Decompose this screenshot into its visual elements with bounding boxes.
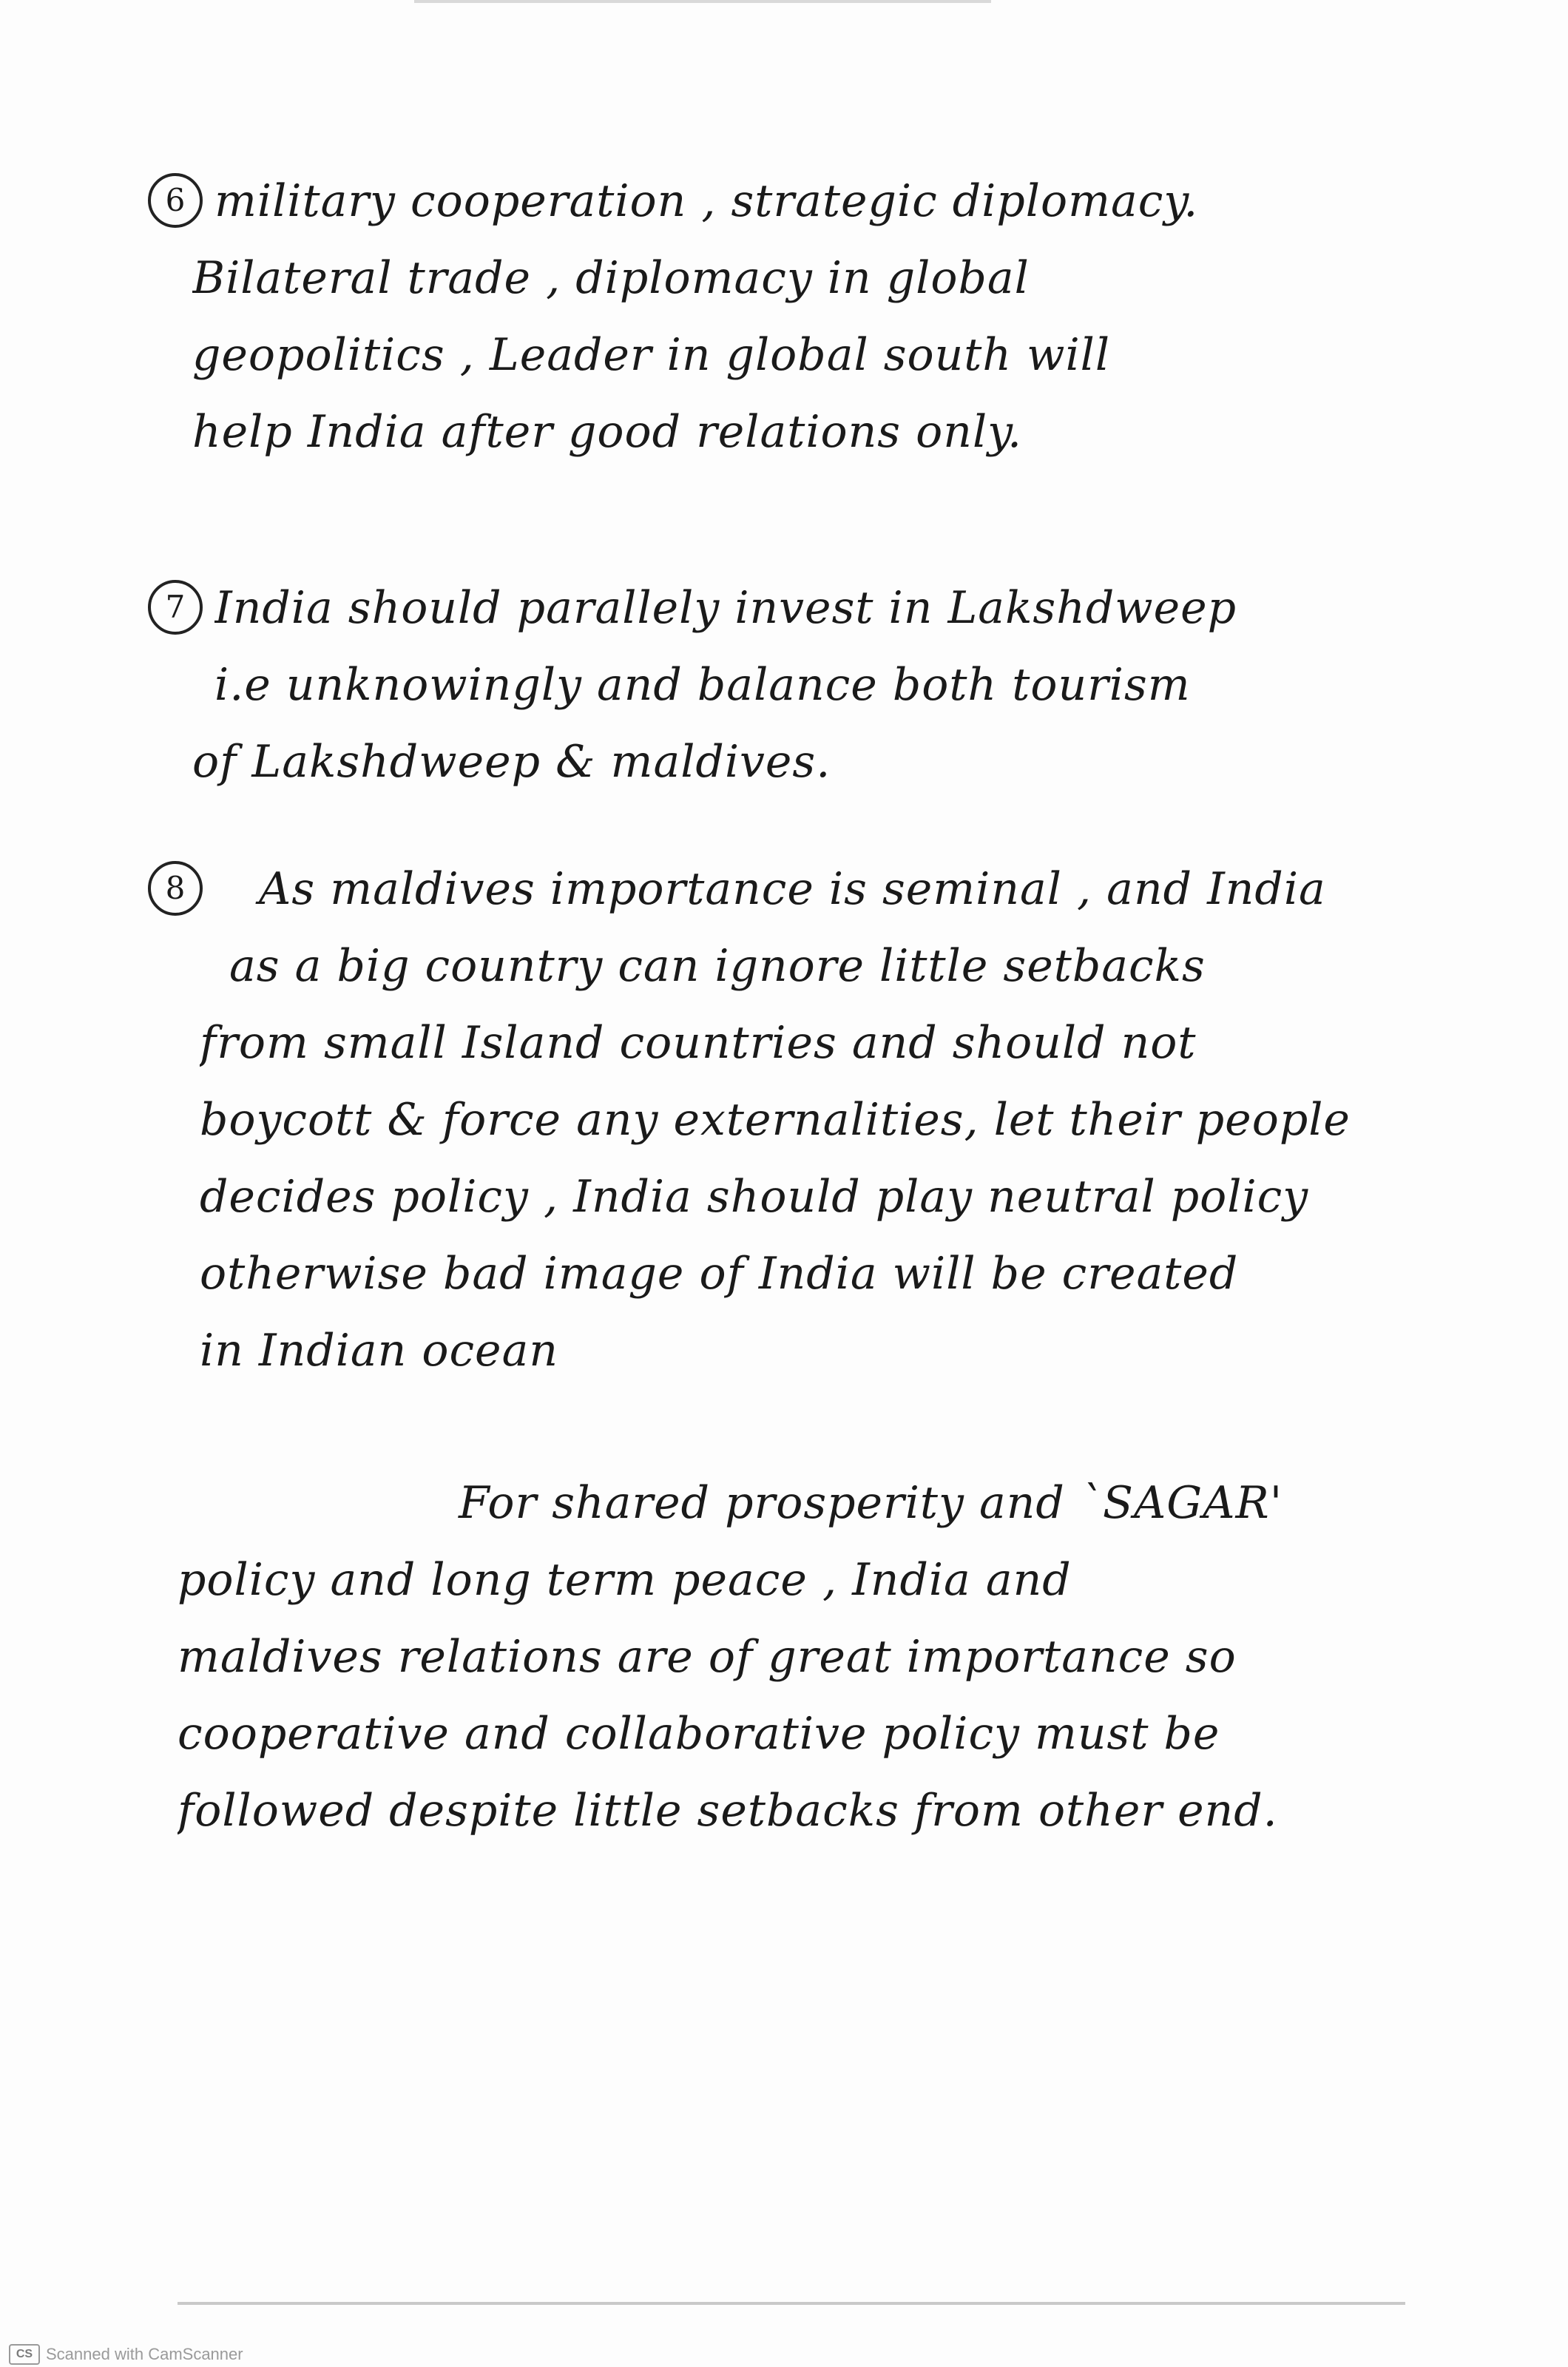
point-number-circle: 6 xyxy=(148,173,203,228)
text-line: Bilateral trade , diplomacy in global xyxy=(192,252,1030,304)
text-line: help India after good relations only. xyxy=(192,406,1023,458)
text-line: otherwise bad image of India will be created xyxy=(200,1248,1239,1300)
text-line: As maldives importance is seminal , and India xyxy=(259,863,1326,915)
text-line: For shared prosperity and `SAGAR' xyxy=(459,1477,1283,1529)
text-line: cooperative and collaborative policy must be xyxy=(178,1708,1220,1760)
text-line: of Lakshdweep & maldives. xyxy=(192,736,831,788)
text-line: military cooperation , strategic diplomacy. xyxy=(214,175,1199,227)
text-line: as a big country can ignore little setbacks xyxy=(229,940,1206,992)
text-line: geopolitics , Leader in global south will xyxy=(192,329,1111,381)
point-text xyxy=(192,163,1442,470)
scanner-watermark xyxy=(9,2345,243,2364)
watermark-text: Scanned with CamScanner xyxy=(46,2345,243,2363)
text-line: i.e unknowingly and balance both tourism xyxy=(214,659,1191,711)
page-bottom-edge xyxy=(178,2302,1405,2305)
text-line: boycott & force any externalities, let their people xyxy=(200,1094,1351,1146)
page-top-edge xyxy=(414,0,991,3)
text-line: followed despite little setbacks from other end. xyxy=(178,1785,1278,1837)
point-text xyxy=(200,851,1442,1389)
text-line: from small Island countries and should not xyxy=(200,1017,1197,1069)
point-number-circle: 8 xyxy=(148,861,203,916)
text-line: India should parallely invest in Lakshdweep xyxy=(214,582,1237,634)
text-line: decides policy , India should play neutral policy xyxy=(200,1171,1309,1223)
text-line: policy and long term peace , India and xyxy=(178,1554,1072,1606)
camscanner-logo-icon: CS xyxy=(9,2344,40,2365)
text-line: maldives relations are of great importance so xyxy=(178,1631,1237,1683)
point-number-circle: 7 xyxy=(148,580,203,635)
conclusion xyxy=(178,1465,1464,1849)
text-line: in Indian ocean xyxy=(200,1325,558,1377)
point-text xyxy=(192,570,1442,800)
